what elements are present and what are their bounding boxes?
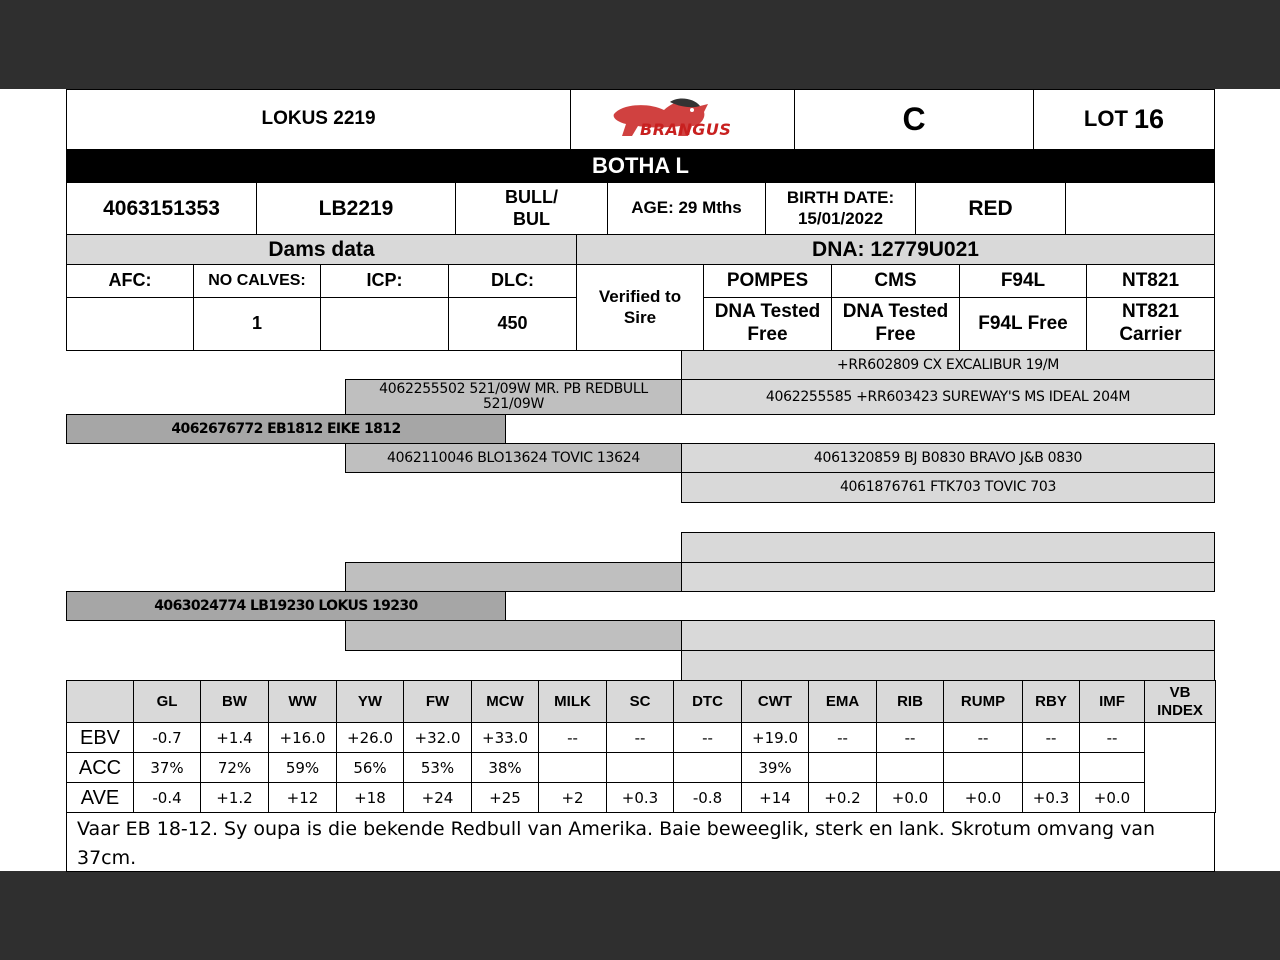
ebv-cell: +26.0	[336, 722, 404, 753]
ebv-cell: 39%	[741, 752, 809, 783]
ebv-cell: +14	[741, 782, 809, 813]
ebv-cell: -0.7	[133, 722, 201, 753]
pompes-value: DNA Tested Free	[703, 297, 832, 351]
afc-value	[66, 297, 194, 351]
ebv-corner	[66, 680, 134, 723]
pedigree-dds	[681, 620, 1215, 651]
ebv-col-header: RUMP	[943, 680, 1023, 723]
pompes-header: POMPES	[703, 264, 832, 298]
ebv-cell: +0.3	[1022, 782, 1080, 813]
ebv-cell: +19.0	[741, 722, 809, 753]
dams-title: Dams data	[66, 234, 577, 265]
ebv-col-header: FW	[403, 680, 472, 723]
pedigree-ssd: 4062255585 +RR603423 SUREWAY'S MS IDEAL 204M	[681, 379, 1215, 415]
ebv-row-label: ACC	[66, 752, 134, 783]
owner-name: BOTHA L	[66, 150, 1215, 183]
birth-cell	[765, 182, 916, 235]
vb-index-value	[1144, 722, 1216, 813]
ebv-cell: --	[1079, 722, 1145, 753]
pedigree-dam-dam	[345, 620, 682, 651]
pedigree-sire: 4062676772 EB1812 EIKE 1812	[66, 414, 506, 444]
color: RED	[915, 182, 1066, 235]
birth-label: BIRTH DATE:	[786, 188, 895, 208]
ebv-cell: +16.0	[268, 722, 337, 753]
ebv-col-header: BW	[200, 680, 269, 723]
pedigree-dam-sire	[345, 562, 682, 592]
ebv-col-header: DTC	[673, 680, 742, 723]
afc-header: AFC:	[66, 264, 194, 298]
ebv-cell: --	[1022, 722, 1080, 753]
ebv-cell	[1022, 752, 1080, 783]
dlc-value: 450	[448, 297, 577, 351]
ebv-cell: +25	[471, 782, 539, 813]
ebv-cell	[606, 752, 674, 783]
ebv-cell: 53%	[403, 752, 472, 783]
ebv-col-header: MCW	[471, 680, 539, 723]
dlc-header: DLC:	[448, 264, 577, 298]
ebv-cell: --	[808, 722, 877, 753]
ebv-col-header: YW	[336, 680, 404, 723]
ebv-cell: --	[538, 722, 607, 753]
ebv-cell: 38%	[471, 752, 539, 783]
vb-index-header: VB INDEX	[1144, 680, 1216, 723]
ebv-cell: +0.3	[606, 782, 674, 813]
ebv-cell: 72%	[200, 752, 269, 783]
no-calves-value: 1	[193, 297, 321, 351]
icp-value	[320, 297, 449, 351]
pedigree-dam: 4063024774 LB19230 LOKUS 19230	[66, 591, 506, 621]
pedigree-dss	[681, 532, 1215, 563]
cms-header: CMS	[831, 264, 960, 298]
ebv-cell: +0.0	[943, 782, 1023, 813]
ebv-cell: +33.0	[471, 722, 539, 753]
sex-line1: BULL/	[505, 186, 558, 207]
ebv-cell: -0.4	[133, 782, 201, 813]
pedigree-sds: 4061320859 BJ B0830 BRAVO J&B 0830	[681, 443, 1215, 473]
ebv-cell: +1.2	[200, 782, 269, 813]
ebv-col-header: CWT	[741, 680, 809, 723]
f94l-header: F94L	[959, 264, 1087, 298]
ebv-col-header: WW	[268, 680, 337, 723]
pedigree-dsd	[681, 562, 1215, 592]
pedigree-sss: +RR602809 CX EXCALIBUR 19/M	[681, 350, 1215, 380]
ebv-cell	[943, 752, 1023, 783]
cms-value: DNA Tested Free	[831, 297, 960, 351]
icp-header: ICP:	[320, 264, 449, 298]
pedigree-sdd: 4061876761 FTK703 TOVIC 703	[681, 472, 1215, 503]
ebv-cell: +0.0	[876, 782, 944, 813]
nt821-header: NT821	[1086, 264, 1215, 298]
id-number: 4063151353	[66, 182, 257, 235]
ebv-cell	[538, 752, 607, 783]
ebv-cell: 37%	[133, 752, 201, 783]
birth-date: 15/01/2022	[797, 208, 884, 228]
ebv-cell	[876, 752, 944, 783]
ebv-row-label: EBV	[66, 722, 134, 753]
ebv-cell: +0.2	[808, 782, 877, 813]
f94l-value: F94L Free	[959, 297, 1087, 351]
pedigree-sire-dam: 4062110046 BLO13624 TOVIC 13624	[345, 443, 682, 473]
pedigree-sire-sire: 4062255502 521/09W MR. PB REDBULL 521/09W	[345, 379, 682, 415]
pedigree-ddd	[681, 650, 1215, 681]
ebv-col-header: MILK	[538, 680, 607, 723]
ebv-cell: +2	[538, 782, 607, 813]
ebv-col-header: RBY	[1022, 680, 1080, 723]
ebv-cell: --	[943, 722, 1023, 753]
tag-number: LB2219	[256, 182, 456, 235]
lot-label: LOT	[1083, 106, 1128, 132]
lot-number: 16	[1134, 104, 1165, 135]
comment: Vaar EB 18-12. Sy oupa is die bekende Redbull van Amerika. Baie beweeglik, sterk en lank. Skrotum omvang van 37cm.	[66, 812, 1215, 872]
ebv-cell: 59%	[268, 752, 337, 783]
ebv-cell: --	[673, 722, 742, 753]
age: AGE: 29 Mths	[607, 182, 766, 235]
ebv-cell: -0.8	[673, 782, 742, 813]
ebv-cell: +18	[336, 782, 404, 813]
ebv-row-label: AVE	[66, 782, 134, 813]
ebv-col-header: IMF	[1079, 680, 1145, 723]
brand-logo-text: BRANGUS	[640, 120, 732, 139]
no-calves-header: NO CALVES:	[193, 264, 321, 298]
ebv-cell: --	[876, 722, 944, 753]
ebv-cell: +0.0	[1079, 782, 1145, 813]
grade: C	[794, 89, 1034, 150]
animal-name: LOKUS 2219	[66, 89, 571, 150]
sex-line2: BUL	[513, 208, 550, 229]
ebv-cell: --	[606, 722, 674, 753]
ebv-col-header: RIB	[876, 680, 944, 723]
nt821-value: NT821 Carrier	[1086, 297, 1215, 351]
ebv-cell: +1.4	[200, 722, 269, 753]
ebv-cell: +12	[268, 782, 337, 813]
ebv-cell	[808, 752, 877, 783]
ebv-cell	[673, 752, 742, 783]
ebv-cell: +24	[403, 782, 472, 813]
ebv-cell	[1079, 752, 1145, 783]
ebv-col-header: SC	[606, 680, 674, 723]
ebv-cell: +32.0	[403, 722, 472, 753]
lot-cell	[1033, 89, 1215, 150]
dna-title: DNA: 12779U021	[576, 234, 1215, 265]
ebv-cell: 56%	[336, 752, 404, 783]
empty-cell	[1065, 182, 1215, 235]
ebv-col-header: GL	[133, 680, 201, 723]
sex-cell	[455, 182, 608, 235]
ebv-col-header: EMA	[808, 680, 877, 723]
verified-to-sire: Verified to Sire	[576, 264, 704, 351]
